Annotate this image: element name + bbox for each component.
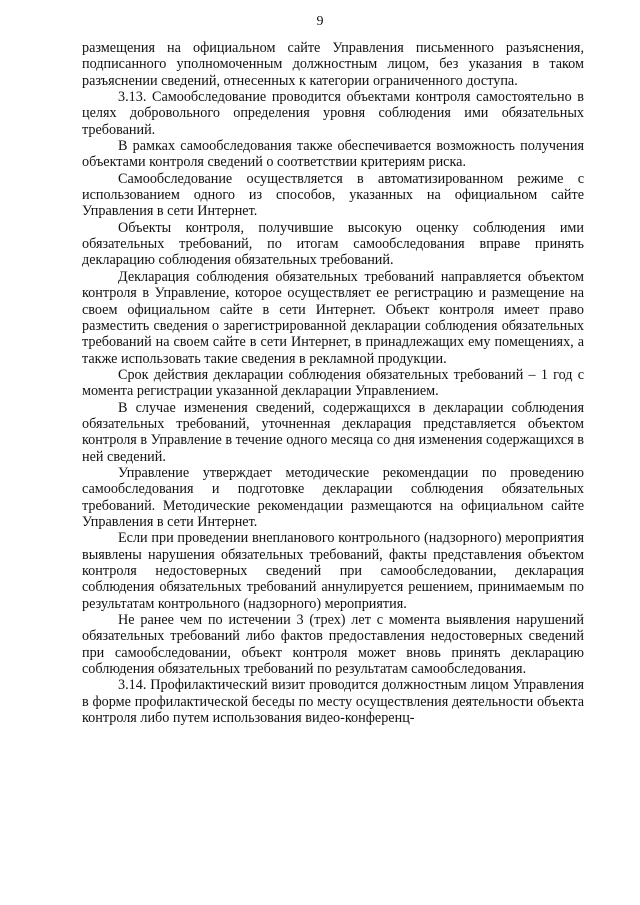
paragraph: Управление утверждает методические рекомендации по проведению самообследования и подготовке декларации соблюдения обязательных требований. Методические рекомендации размещаются на официальном сайте Управления в сети Интернет. xyxy=(82,464,584,530)
paragraph: Самообследование осуществляется в автоматизированном режиме с использованием одного из способов, указанных на официальном сайте Управления в сети Интернет. xyxy=(82,170,584,220)
paragraph: Декларация соблюдения обязательных требований направляется объектом контроля в Управление, которое осуществляет ее регистрацию и размещение на своем официальном сайте в сети Интернет. Объект контроля имеет право разместить сведения о зарегистрированной декларации соблюдения обязательных требований на своем сайте в сети Интернет, в принадлежащих ему помещениях, а также использовать такие сведения в рекламной продукции. xyxy=(82,268,584,367)
paragraph-3-13: 3.13. Самообследование проводится объектами контроля самостоятельно в целях добровольного определения уровня соблюдения ими обязательных требований. xyxy=(82,89,584,138)
paragraph: Не ранее чем по истечении 3 (трех) лет с момента выявления нарушений обязательных требований либо фактов предоставления недостоверных сведений при самообследовании, объект контроля может вновь принять декларацию соблюдения обязательных требований по результатам самообследования. xyxy=(82,612,584,678)
paragraph: Если при проведении внепланового контрольного (надзорного) мероприятия выявлены нарушения обязательных требований, факты представления объектом контроля недостоверных сведений при самообследовании, декларация соблюдения обязательных требований аннулируется решением, принимаемым по результатам контрольного (надзорного) мероприятия. xyxy=(82,530,584,612)
paragraph-continuation: размещения на официальном сайте Управления письменного разъяснения, подписанного уполномоченным должностным лицом, без указания в таком разъяснении сведений, отнесенных к категории ограниченного доступа. xyxy=(82,40,584,89)
paragraph: В случае изменения сведений, содержащихся в декларации соблюдения обязательных требований, уточненная декларация представляется объектом контроля в Управление в течение одного месяца со дня изменения содержащихся в ней сведений. xyxy=(82,399,584,465)
paragraph: Объекты контроля, получившие высокую оценку соблюдения ими обязательных требований, по итогам самообследования вправе принять декларацию соблюдения обязательных требований. xyxy=(82,219,584,269)
paragraph: В рамках самообследования также обеспечивается возможность получения объектами контроля сведений о соответствии критериям риска. xyxy=(82,138,584,171)
page-number: 9 xyxy=(316,14,324,29)
document-body xyxy=(82,40,584,726)
paragraph-3-14: 3.14. Профилактический визит проводится должностным лицом Управления в форме профилактической беседы по месту осуществления деятельности объекта контроля либо путем использования видео-конференц- xyxy=(82,677,584,727)
paragraph: Срок действия декларации соблюдения обязательных требований – 1 год с момента регистрации указанной декларации Управлением. xyxy=(82,366,584,400)
